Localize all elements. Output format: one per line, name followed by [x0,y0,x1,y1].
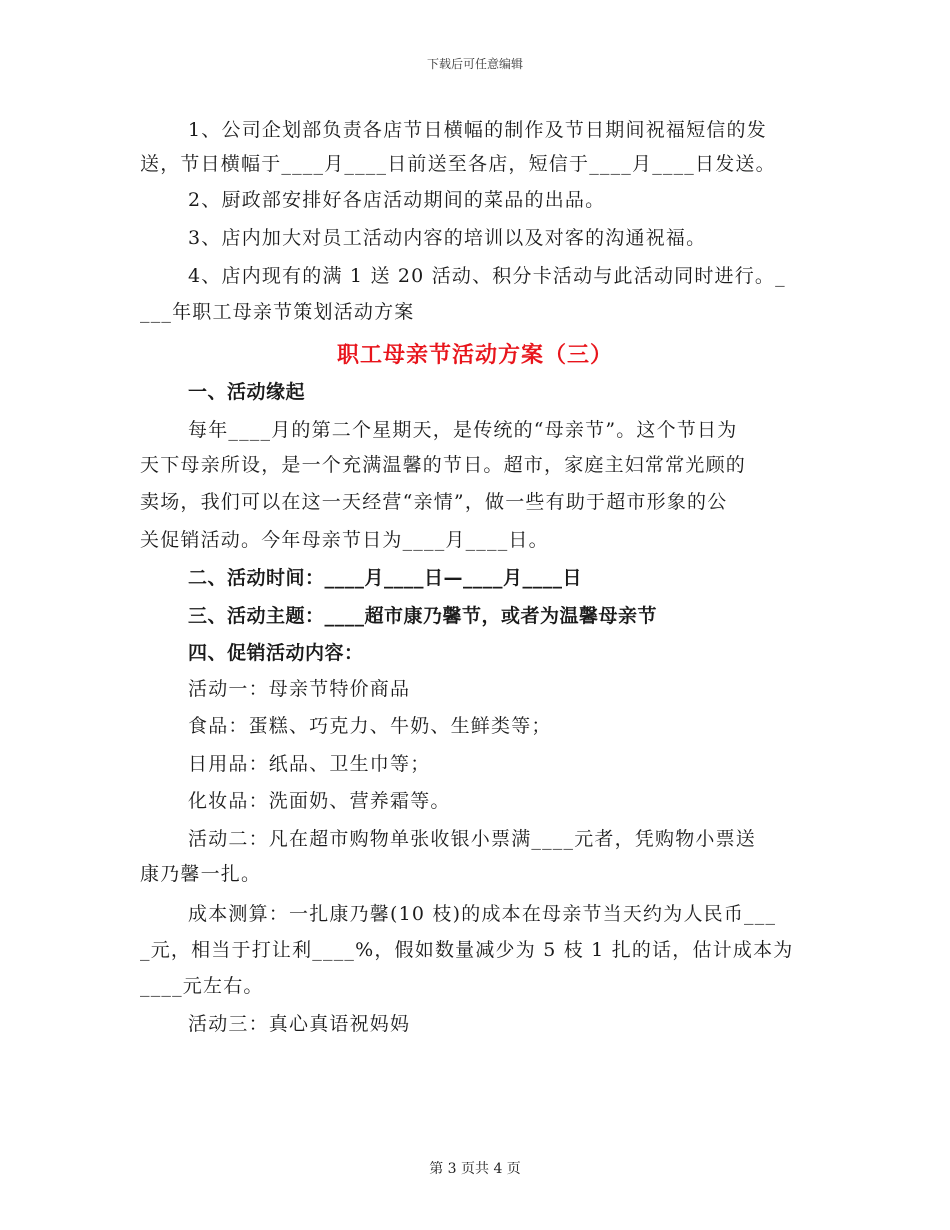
paragraph-line: 日用品：纸品、卫生巾等； [188,753,431,775]
paragraph-line: 成本测算：一扎康乃馨(10 枝)的成本在母亲节当天约为人民币___ [188,903,777,925]
paragraph-line: 天下母亲所设，是一个充满温馨的节日。超市，家庭主妇常常光顾的 [140,454,747,476]
paragraph-line: ____元左右。 [140,975,264,997]
section-title: 职工母亲节活动方案（三） [336,343,613,368]
paragraph-line: 活动二：凡在超市购物单张收银小票满____元者，凭购物小票送 [188,828,757,850]
paragraph-line: 卖场，我们可以在这一天经营“亲情”，做一些有助于超市形象的公 [140,491,728,513]
paragraph-line: 康乃馨一扎。 [140,863,262,885]
section-heading: 四、促销活动内容： [188,642,364,664]
paragraph-line: ___年职工母亲节策划活动方案 [140,301,415,323]
page-footer: 第 3 页共 4 页 [429,1161,521,1177]
paragraph-line: 送，节日横幅于____月____日前送至各店，短信于____月____日发送。 [140,153,776,175]
paragraph-line: 2、厨政部安排好各店活动期间的菜品的出品。 [188,189,606,211]
paragraph-line: _元，相当于打让利____%，假如数量减少为 5 枝 1 扎的话，估计成本为 [140,939,794,961]
paragraph-line: 1、公司企划部负责各店节日横幅的制作及节日期间祝福短信的发 [188,119,767,141]
paragraph-line: 3、店内加大对员工活动内容的培训以及对客的沟通祝福。 [188,227,707,249]
section-heading: 二、活动时间：____月____日—____月____日 [188,567,583,589]
paragraph-line: 每年____月的第二个星期天，是传统的“母亲节”。这个节日为 [188,419,738,441]
paragraph-line: 活动三：真心真语祝妈妈 [188,1013,411,1035]
section-heading: 三、活动主题：____超市康乃馨节，或者为温馨母亲节 [188,605,658,627]
paragraph-line: 关促销活动。今年母亲节日为____月____日。 [140,529,549,551]
page-header: 下载后可任意编辑 [426,57,523,71]
paragraph-line: 4、店内现有的满 1 送 20 活动、积分卡活动与此活动同时进行。_ [188,265,786,287]
section-heading: 一、活动缘起 [188,381,306,403]
paragraph-line: 活动一：母亲节特价商品 [188,678,411,700]
paragraph-line: 食品：蛋糕、巧克力、牛奶、生鲜类等； [188,715,552,737]
paragraph-line: 化妆品：洗面奶、营养霜等。 [188,790,451,812]
